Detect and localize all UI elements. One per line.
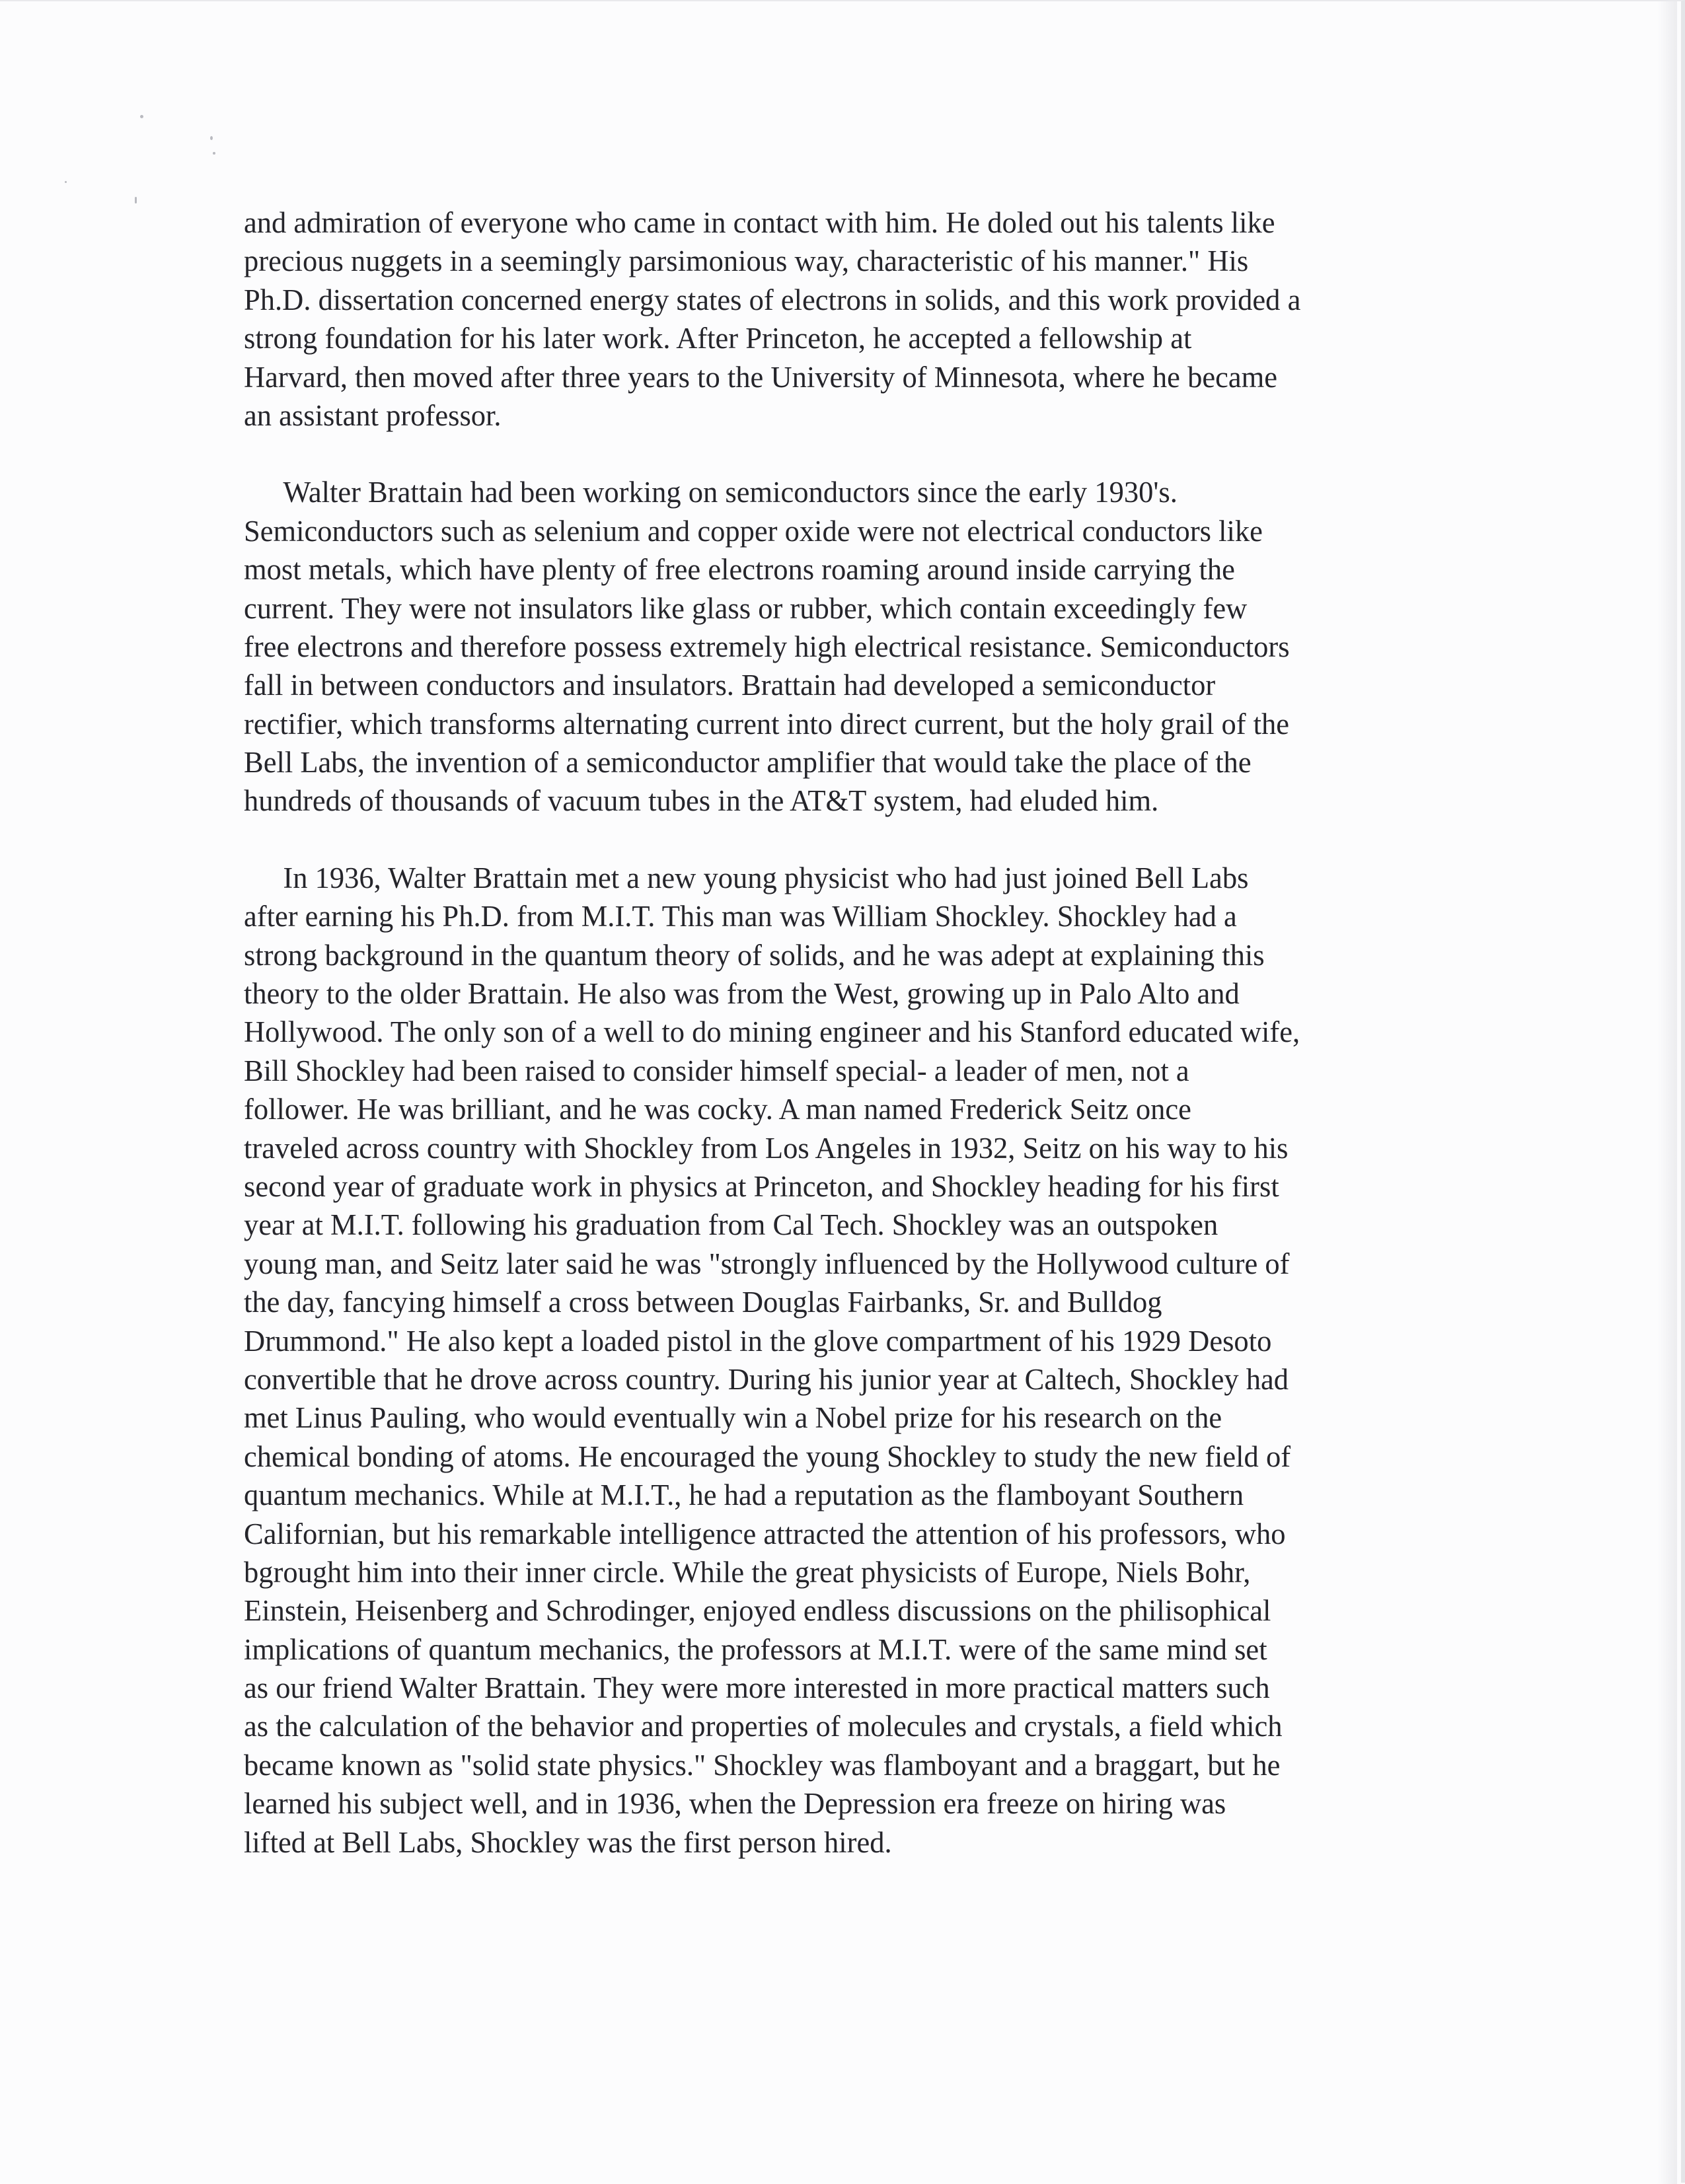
text-line: Walter Brattain had been working on semiconductors since the early 1930's. [283,476,1178,509]
text-line: most metals, which have plenty of free electrons roaming around inside carrying the [244,553,1235,587]
paragraph-3 [244,859,1499,1862]
text-line: Hollywood. The only son of a well to do mining engineer and his Stanford educated wife, [244,1015,1300,1049]
text-line: fall in between conductors and insulators. Brattain had developed a semiconductor [244,669,1216,702]
text-line: Bill Shockley had been raised to consider himself special- a leader of men, not a [244,1054,1189,1087]
text-line: after earning his Ph.D. from M.I.T. This man was William Shockley. Shockley had a [244,900,1237,933]
text-line: and admiration of everyone who came in contact with him. He doled out his talents like [244,206,1275,239]
text-line: the day, fancying himself a cross between Douglas Fairbanks, Sr. and Bulldog [244,1286,1162,1319]
scan-speck [65,181,67,183]
text-line: Bell Labs, the invention of a semiconductor amplifier that would take the place of the [244,746,1252,780]
text-line: second year of graduate work in physics at Princeton, and Shockley heading for his first [244,1169,1279,1203]
text-line: Drummond." He also kept a loaded pistol in the glove compartment of his 1929 Desoto [244,1324,1272,1358]
text-line: hundreds of thousands of vacuum tubes in the AT&T system, had eluded him. [244,784,1159,818]
scan-speck [140,115,143,118]
text-line: met Linus Pauling, who would eventually win a Nobel prize for his research on the [244,1401,1222,1435]
text-line: Harvard, then moved after three years to the University of Minnesota, where he became [244,360,1278,394]
text-line: Semiconductors such as selenium and copper oxide were not electrical conductors like [244,514,1263,548]
text-line: chemical bonding of atoms. He encouraged the young Shockley to study the new field of [244,1439,1291,1473]
text-line: strong background in the quantum theory of solids, and he was adept at explaining this [244,938,1265,972]
text-line: strong foundation for his later work. After Princeton, he accepted a fellowship at [244,322,1192,355]
text-line: as the calculation of the behavior and properties of molecules and crystals, a field which [244,1710,1283,1743]
text-line: implications of quantum mechanics, the professors at M.I.T. were of the same mind set [244,1632,1267,1666]
scan-speck [135,197,137,203]
text-line: convertible that he drove across country. During his junior year at Caltech, Shockley had [244,1362,1289,1396]
paragraph-1 [244,203,1499,435]
text-line: Ph.D. dissertation concerned energy states of electrons in solids, and this work provided a [244,283,1301,316]
text-line: follower. He was brilliant, and he was cocky. A man named Frederick Seitz once [244,1093,1191,1126]
text-line: Einstein, Heisenberg and Schrodinger, enjoyed endless discussions on the philisophical [244,1594,1271,1628]
text-line: Californian, but his remarkable intelligence attracted the attention of his professors, who [244,1517,1286,1550]
text-line: became known as "solid state physics." Shockley was flamboyant and a braggart, but he [244,1748,1281,1782]
text-line: young man, and Seitz later said he was "strongly influenced by the Hollywood culture of [244,1247,1290,1280]
text-line: quantum mechanics. While at M.I.T., he had a reputation as the flamboyant Southern [244,1478,1244,1512]
text-line: precious nuggets in a seemingly parsimonious way, characteristic of his manner." His [244,244,1249,278]
body-text [244,203,1499,1862]
text-line: free electrons and therefore possess extremely high electrical resistance. Semiconductors [244,630,1290,663]
text-line: theory to the older Brattain. He also was from the West, growing up in Palo Alto and [244,977,1240,1011]
text-line: In 1936, Walter Brattain met a new young physicist who had just joined Bell Labs [283,861,1249,894]
text-line: lifted at Bell Labs, Shockley was the first person hired. [244,1825,892,1859]
text-line: an assistant professor. [244,398,502,432]
text-line: bgrought him into their inner circle. While the great physicists of Europe, Niels Bohr, [244,1555,1251,1589]
text-line: current. They were not insulators like glass or rubber, which contain exceedingly few [244,591,1248,625]
text-line: rectifier, which transforms alternating current into direct current, but the holy grail of the [244,707,1290,741]
text-line: learned his subject well, and in 1936, when the Depression era freeze on hiring was [244,1787,1226,1821]
paragraph-2 [244,473,1499,820]
scan-speck [210,136,213,140]
text-line: traveled across country with Shockley from Los Angeles in 1932, Seitz on his way to his [244,1131,1289,1165]
text-line: as our friend Walter Brattain. They were more interested in more practical matters such [244,1671,1270,1705]
scan-edge-shadow [1657,1,1677,2184]
text-line: year at M.I.T. following his graduation from Cal Tech. Shockley was an outspoken [244,1208,1218,1242]
scan-speck [213,152,215,155]
